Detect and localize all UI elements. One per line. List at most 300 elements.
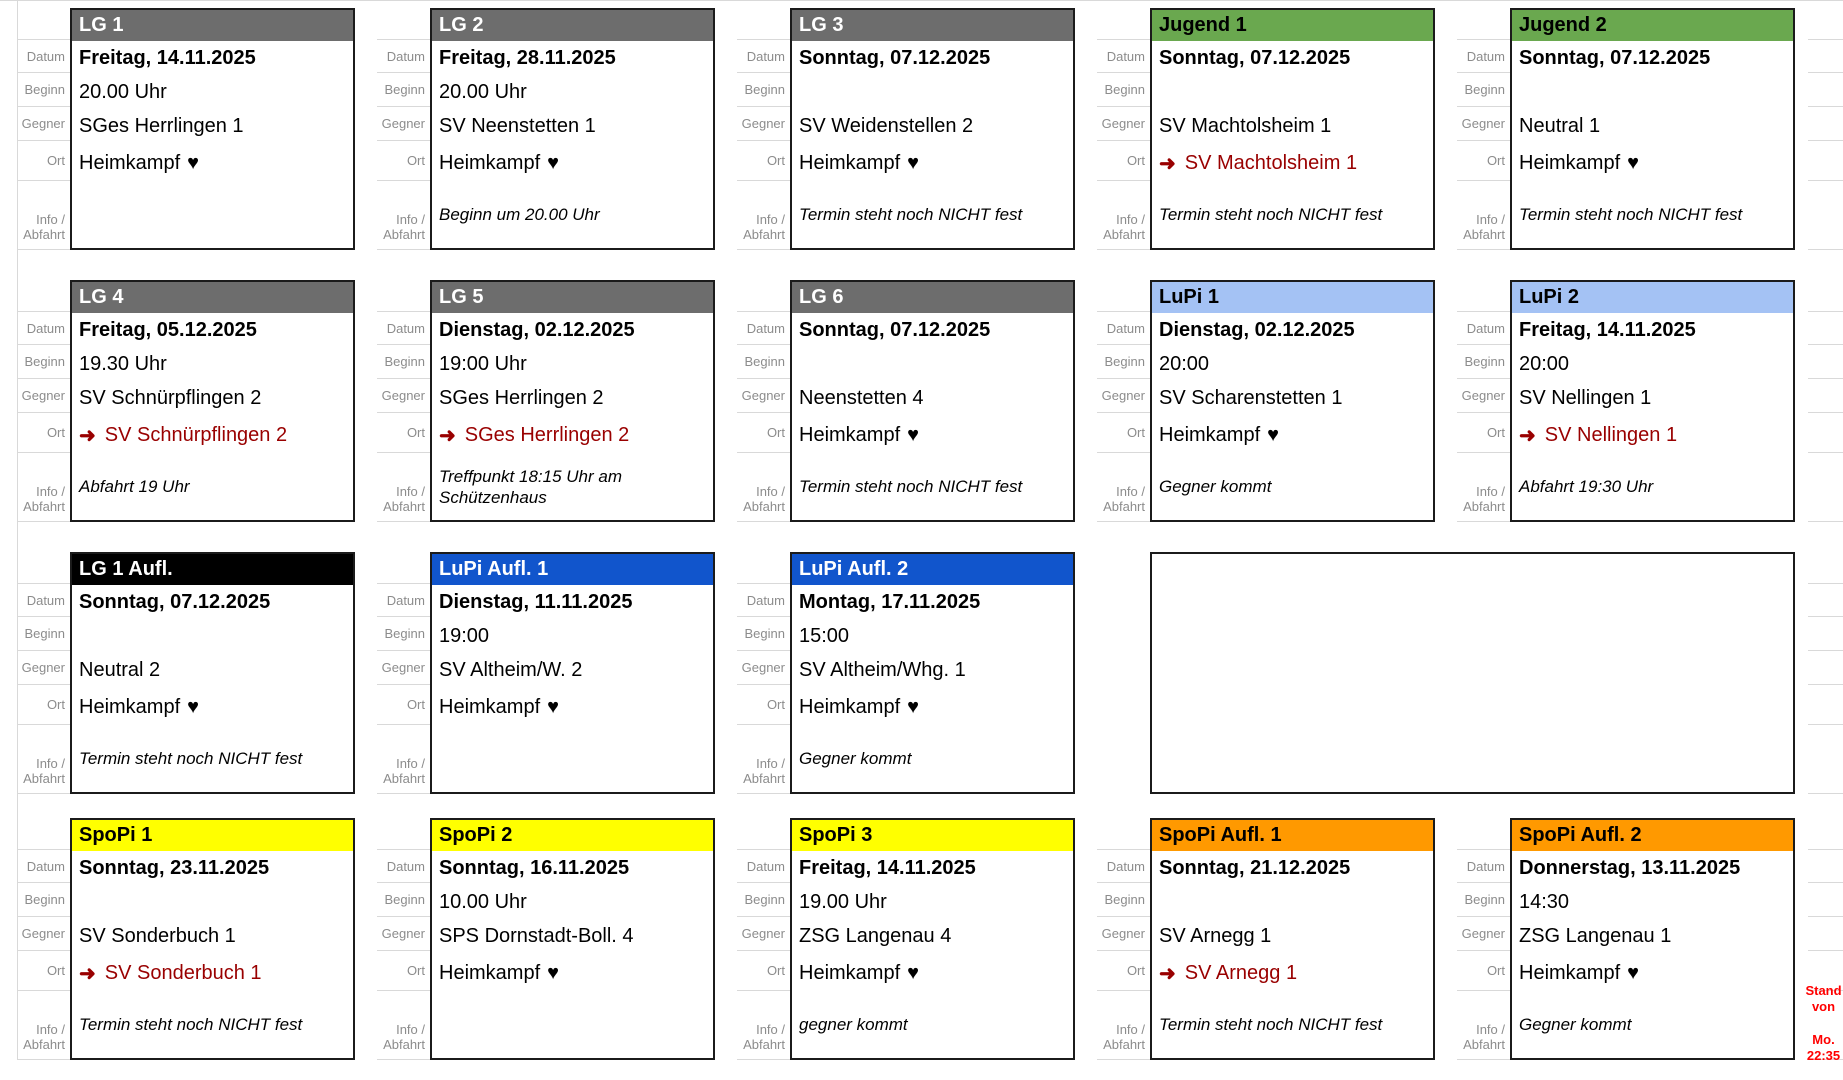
match-card [430, 8, 715, 250]
away-arrow-icon: ➜ [439, 424, 456, 447]
label-gegner: Gegner [1457, 917, 1510, 951]
card-header [1512, 10, 1793, 41]
label-gegner: Gegner [1097, 107, 1150, 141]
label-gegner: Gegner [737, 917, 790, 951]
info-value: Treffpunkt 18:15 Uhr am Schützenhaus [439, 467, 622, 507]
gegner-value: SV Scharenstetten 1 [1159, 386, 1343, 409]
label-info-line1: Info / [756, 212, 785, 228]
match-card-unit [1097, 280, 1457, 522]
label-info-abfahrt [17, 725, 70, 794]
label-ort: Ort [737, 685, 790, 725]
label-beginn: Beginn [1097, 345, 1150, 379]
label-info-abfahrt [377, 725, 430, 794]
label-datum: Datum [17, 849, 70, 883]
row-labels-gutter [1097, 818, 1150, 1060]
label-beginn: Beginn [737, 73, 790, 107]
label-info-abfahrt [737, 181, 790, 250]
match-card-unit [17, 8, 377, 250]
label-info-line1: Info / [756, 756, 785, 772]
label-beginn: Beginn [1097, 883, 1150, 917]
info-value: Termin steht noch NICHT fest [1159, 1015, 1383, 1035]
right-strip-band [1808, 8, 1843, 250]
info-value: Abfahrt 19 Uhr [79, 477, 190, 497]
label-info-line1: Info / [756, 484, 785, 500]
away-arrow-icon: ➜ [79, 424, 96, 447]
label-datum: Datum [377, 583, 430, 617]
card-title: LG 5 [439, 286, 484, 308]
label-datum: Datum [17, 311, 70, 345]
card-title: LuPi 2 [1519, 286, 1580, 308]
label-beginn: Beginn [17, 883, 70, 917]
ort-value [1152, 143, 1433, 183]
label-gegner: Gegner [17, 651, 70, 685]
ort-value [432, 687, 713, 727]
strip-row-line [1808, 849, 1843, 883]
label-info-line2: Abfahrt [23, 499, 65, 515]
label-beginn: Beginn [377, 73, 430, 107]
ort-text: SV Nellingen 1 [1544, 423, 1678, 446]
card-title: LG 1 [79, 14, 124, 36]
label-info-line2: Abfahrt [743, 227, 785, 243]
info-value: Gegner kommt [1159, 477, 1272, 497]
label-info-line1: Info / [756, 1022, 785, 1038]
gegner-value: ZSG Langenau 1 [1519, 924, 1672, 947]
ort-value [1512, 953, 1793, 993]
info-value: Beginn um 20.00 Uhr [439, 205, 600, 225]
label-info-line2: Abfahrt [1103, 499, 1145, 515]
label-datum: Datum [1097, 311, 1150, 345]
label-info-line1: Info / [1476, 484, 1505, 500]
label-info-abfahrt [737, 725, 790, 794]
match-card [430, 280, 715, 522]
label-info-line1: Info / [36, 1022, 65, 1038]
ort-text: Heimkampf [1519, 961, 1621, 984]
label-ort: Ort [17, 413, 70, 453]
gegner-value: SV Altheim/W. 2 [439, 658, 583, 681]
gegner-value: SV Neenstetten 1 [439, 114, 596, 137]
ort-value [792, 687, 1073, 727]
label-ort: Ort [1457, 951, 1510, 991]
gegner-value: Neutral 1 [1519, 114, 1601, 137]
ort-value [432, 143, 713, 183]
label-info-line1: Info / [1476, 212, 1505, 228]
strip-row-line [1808, 73, 1843, 107]
card-row [17, 552, 1795, 794]
label-datum: Datum [377, 849, 430, 883]
label-info-abfahrt [1097, 991, 1150, 1060]
strip-row-line [1808, 39, 1843, 73]
datum-value: Freitag, 14.11.2025 [1519, 318, 1696, 341]
empty-slot-box [1150, 552, 1795, 794]
label-beginn: Beginn [1097, 73, 1150, 107]
label-info-abfahrt [1097, 453, 1150, 522]
match-card [1510, 818, 1795, 1060]
label-beginn: Beginn [377, 345, 430, 379]
strip-row-line [1808, 617, 1843, 651]
label-info-line2: Abfahrt [23, 1037, 65, 1053]
beginn-value: 19.30 Uhr [79, 352, 167, 375]
label-gegner: Gegner [377, 107, 430, 141]
match-card-unit [1457, 8, 1817, 250]
label-ort: Ort [17, 685, 70, 725]
label-datum: Datum [737, 311, 790, 345]
strip-row-line [1808, 453, 1843, 522]
row-labels-gutter [1097, 8, 1150, 250]
label-ort: Ort [17, 951, 70, 991]
gegner-value: SV Altheim/Whg. 1 [799, 658, 966, 681]
card-header [432, 554, 713, 585]
label-info-line2: Abfahrt [1103, 1037, 1145, 1053]
label-info-line2: Abfahrt [23, 227, 65, 243]
ort-text: SV Arnegg 1 [1184, 961, 1298, 984]
row-labels-gutter [17, 8, 70, 250]
row-labels-gutter [17, 280, 70, 522]
datum-value: Sonntag, 07.12.2025 [1159, 46, 1351, 69]
ort-value [1512, 143, 1793, 183]
label-info-line2: Abfahrt [743, 1037, 785, 1053]
stand-word: Stand [1805, 983, 1842, 998]
beginn-value: 15:00 [799, 624, 850, 647]
label-info-line2: Abfahrt [1463, 1037, 1505, 1053]
card-title: SpoPi 1 [79, 824, 153, 846]
heart-icon: ♥ [1627, 151, 1640, 174]
label-info-line1: Info / [1116, 1022, 1145, 1038]
info-value: Termin steht noch NICHT fest [79, 749, 303, 769]
info-value [432, 993, 713, 1058]
label-gegner: Gegner [17, 379, 70, 413]
card-header [432, 10, 713, 41]
label-info-abfahrt [17, 991, 70, 1060]
label-ort: Ort [737, 141, 790, 181]
card-header [792, 554, 1073, 585]
ort-value [1152, 953, 1433, 993]
datum-value: Dienstag, 02.12.2025 [1159, 318, 1355, 341]
label-info-line2: Abfahrt [23, 771, 65, 787]
datum-value: Freitag, 28.11.2025 [439, 46, 616, 69]
card-header [72, 820, 353, 851]
match-card-unit [377, 280, 737, 522]
label-datum: Datum [377, 39, 430, 73]
label-ort: Ort [377, 685, 430, 725]
ort-value [792, 143, 1073, 183]
ort-value [432, 953, 713, 993]
ort-value [1512, 415, 1793, 455]
beginn-value [792, 347, 1073, 381]
row-labels-gutter [737, 552, 790, 794]
strip-row-line [1808, 583, 1843, 617]
ort-text: Heimkampf [799, 423, 901, 446]
match-card [70, 8, 355, 250]
beginn-value: 20.00 Uhr [79, 80, 167, 103]
gegner-value: SV Weidenstellen 2 [799, 114, 974, 137]
match-card [1510, 8, 1795, 250]
strip-row-line [1808, 685, 1843, 725]
row-labels-gutter [377, 552, 430, 794]
label-info-line2: Abfahrt [383, 771, 425, 787]
strip-row-line [1808, 725, 1843, 794]
datum-value: Sonntag, 16.11.2025 [439, 856, 630, 879]
match-card-unit [17, 552, 377, 794]
row-labels-gutter [1097, 280, 1150, 522]
match-card [70, 818, 355, 1060]
match-card [790, 280, 1075, 522]
label-gegner: Gegner [737, 651, 790, 685]
strip-row-line [1808, 413, 1843, 453]
label-info-line1: Info / [396, 756, 425, 772]
heart-icon: ♥ [547, 695, 560, 718]
beginn-value [72, 885, 353, 919]
gegner-value: SV Schnürpflingen 2 [79, 386, 262, 409]
gegner-value: SGes Herrlingen 1 [79, 114, 244, 137]
ort-value [792, 415, 1073, 455]
gegner-value: Neenstetten 4 [799, 386, 924, 409]
label-gegner: Gegner [377, 917, 430, 951]
ort-text: SV Sonderbuch 1 [104, 961, 262, 984]
label-info-abfahrt [377, 453, 430, 522]
label-info-line2: Abfahrt [1463, 499, 1505, 515]
heart-icon: ♥ [1267, 423, 1280, 446]
label-info-abfahrt [377, 181, 430, 250]
info-value: Termin steht noch NICHT fest [1159, 205, 1383, 225]
match-card-unit [17, 280, 377, 522]
row-labels-gutter [1457, 8, 1510, 250]
datum-value: Sonntag, 23.11.2025 [79, 856, 270, 879]
card-title: LG 3 [799, 14, 844, 36]
gegner-value: SV Nellingen 1 [1519, 386, 1652, 409]
row-labels-gutter [737, 818, 790, 1060]
label-beginn: Beginn [1457, 73, 1510, 107]
label-info-line1: Info / [396, 212, 425, 228]
match-card-unit [17, 818, 377, 1060]
info-value: gegner kommt [799, 1015, 908, 1035]
label-info-abfahrt [17, 453, 70, 522]
ort-value [432, 415, 713, 455]
label-datum: Datum [17, 39, 70, 73]
stand-clock: 22:35 [1806, 1048, 1841, 1064]
label-info-line2: Abfahrt [743, 499, 785, 515]
label-ort: Ort [1097, 413, 1150, 453]
card-header [72, 282, 353, 313]
card-title: LG 2 [439, 14, 484, 36]
datum-value: Sonntag, 07.12.2025 [799, 318, 991, 341]
label-ort: Ort [1097, 951, 1150, 991]
card-header [792, 10, 1073, 41]
stand-day: Mo. [1812, 1032, 1835, 1047]
card-header [1152, 820, 1433, 851]
datum-value: Freitag, 14.11.2025 [799, 856, 976, 879]
stand-timestamp [1804, 1032, 1843, 1065]
label-info-line2: Abfahrt [1463, 227, 1505, 243]
match-card [430, 818, 715, 1060]
strip-row-line [1808, 181, 1843, 250]
right-strip-band [1808, 280, 1843, 522]
info-value: Termin steht noch NICHT fest [79, 1015, 303, 1035]
label-beginn: Beginn [377, 883, 430, 917]
label-datum: Datum [17, 583, 70, 617]
strip-row-line [1808, 141, 1843, 181]
label-info-line1: Info / [36, 212, 65, 228]
top-border-line [0, 0, 1843, 1]
info-value: Termin steht noch NICHT fest [799, 205, 1023, 225]
beginn-value: 14:30 [1519, 890, 1570, 913]
datum-value: Montag, 17.11.2025 [799, 590, 981, 613]
card-header [1152, 10, 1433, 41]
ort-text: SV Machtolsheim 1 [1184, 151, 1358, 174]
card-title: LuPi 1 [1159, 286, 1220, 308]
label-datum: Datum [737, 583, 790, 617]
ort-text: Heimkampf [439, 695, 541, 718]
heart-icon: ♥ [547, 151, 560, 174]
heart-icon: ♥ [907, 695, 920, 718]
card-header [432, 282, 713, 313]
beginn-value: 20:00 [1159, 352, 1210, 375]
gegner-value: SV Arnegg 1 [1159, 924, 1272, 947]
card-header [792, 820, 1073, 851]
row-labels-gutter [1457, 818, 1510, 1060]
ort-text: SV Schnürpflingen 2 [104, 423, 288, 446]
away-arrow-icon: ➜ [1159, 962, 1176, 985]
label-info-abfahrt [17, 181, 70, 250]
match-card [1150, 818, 1435, 1060]
label-datum: Datum [1457, 311, 1510, 345]
label-info-line2: Abfahrt [383, 227, 425, 243]
match-card-unit [737, 552, 1097, 794]
label-ort: Ort [737, 413, 790, 453]
info-value: Gegner kommt [1519, 1015, 1632, 1035]
ort-text: Heimkampf [799, 961, 901, 984]
datum-value: Freitag, 05.12.2025 [79, 318, 257, 341]
datum-value: Dienstag, 11.11.2025 [439, 590, 633, 613]
match-card-unit [377, 818, 737, 1060]
label-info-abfahrt [1097, 181, 1150, 250]
card-header [1152, 282, 1433, 313]
gegner-value: SV Machtolsheim 1 [1159, 114, 1332, 137]
label-gegner: Gegner [17, 107, 70, 141]
label-beginn: Beginn [737, 883, 790, 917]
match-card-unit [377, 8, 737, 250]
card-row [17, 818, 1817, 1060]
heart-icon: ♥ [907, 151, 920, 174]
match-card-unit [1457, 818, 1817, 1060]
label-info-line2: Abfahrt [1103, 227, 1145, 243]
match-card-unit [737, 280, 1097, 522]
label-beginn: Beginn [1457, 883, 1510, 917]
label-gegner: Gegner [737, 107, 790, 141]
label-beginn: Beginn [17, 73, 70, 107]
match-card-unit [1097, 818, 1457, 1060]
card-title: LuPi Aufl. 1 [439, 558, 549, 580]
card-header [72, 554, 353, 585]
strip-row-line [1808, 107, 1843, 141]
label-ort: Ort [377, 413, 430, 453]
match-card [1150, 8, 1435, 250]
datum-value: Sonntag, 07.12.2025 [1519, 46, 1711, 69]
label-datum: Datum [1457, 39, 1510, 73]
datum-value: Freitag, 14.11.2025 [79, 46, 256, 69]
label-info-line1: Info / [396, 1022, 425, 1038]
card-title: LG 4 [79, 286, 124, 308]
card-title: Jugend 2 [1519, 14, 1607, 36]
right-strip-band [1808, 818, 1843, 1060]
info-value: Gegner kommt [799, 749, 912, 769]
strip-row-line [1808, 917, 1843, 951]
row-labels-gutter [737, 8, 790, 250]
label-info-line1: Info / [396, 484, 425, 500]
label-datum: Datum [1097, 39, 1150, 73]
away-arrow-icon: ➜ [1159, 152, 1176, 175]
heart-icon: ♥ [187, 151, 200, 174]
label-ort: Ort [1097, 141, 1150, 181]
ort-text: Heimkampf [79, 695, 181, 718]
away-arrow-icon: ➜ [1519, 424, 1536, 447]
ort-text: Heimkampf [799, 151, 901, 174]
label-ort: Ort [377, 141, 430, 181]
label-gegner: Gegner [1097, 917, 1150, 951]
stand-word: von [1811, 999, 1836, 1015]
label-datum: Datum [1097, 849, 1150, 883]
label-gegner: Gegner [1457, 379, 1510, 413]
heart-icon: ♥ [907, 423, 920, 446]
label-info-abfahrt [1457, 181, 1510, 250]
match-card [1510, 280, 1795, 522]
heart-icon: ♥ [187, 695, 200, 718]
stand-von-label [1804, 983, 1843, 1016]
heart-icon: ♥ [907, 961, 920, 984]
match-card [790, 8, 1075, 250]
ort-text: SGes Herrlingen 2 [464, 423, 630, 446]
ort-value [72, 143, 353, 183]
beginn-value: 10.00 Uhr [439, 890, 527, 913]
ort-value [72, 415, 353, 455]
ort-text: Heimkampf [799, 695, 901, 718]
ort-value [1152, 415, 1433, 455]
label-beginn: Beginn [1457, 345, 1510, 379]
row-labels-gutter [17, 552, 70, 794]
card-header [1512, 820, 1793, 851]
card-header [1512, 282, 1793, 313]
label-info-line2: Abfahrt [743, 771, 785, 787]
card-title: SpoPi Aufl. 1 [1159, 824, 1282, 846]
beginn-value [1152, 885, 1433, 919]
label-info-abfahrt [1457, 991, 1510, 1060]
match-card [790, 552, 1075, 794]
beginn-value: 19.00 Uhr [799, 890, 887, 913]
info-value: Termin steht noch NICHT fest [799, 477, 1023, 497]
beginn-value [72, 619, 353, 653]
card-row [17, 280, 1817, 522]
match-card [1150, 280, 1435, 522]
label-info-line1: Info / [1116, 484, 1145, 500]
match-card [430, 552, 715, 794]
label-info-line1: Info / [1476, 1022, 1505, 1038]
label-beginn: Beginn [377, 617, 430, 651]
card-header [72, 10, 353, 41]
label-info-abfahrt [737, 991, 790, 1060]
card-row [17, 8, 1817, 250]
match-card-unit [377, 552, 737, 794]
label-gegner: Gegner [737, 379, 790, 413]
beginn-value: 19:00 [439, 624, 490, 647]
label-beginn: Beginn [17, 617, 70, 651]
gegner-value: SV Sonderbuch 1 [79, 924, 236, 947]
beginn-value: 20.00 Uhr [439, 80, 527, 103]
row-labels-gutter [737, 280, 790, 522]
ort-value [72, 687, 353, 727]
row-labels-gutter [377, 8, 430, 250]
info-value [432, 727, 713, 792]
label-info-line1: Info / [1116, 212, 1145, 228]
label-ort: Ort [1457, 413, 1510, 453]
